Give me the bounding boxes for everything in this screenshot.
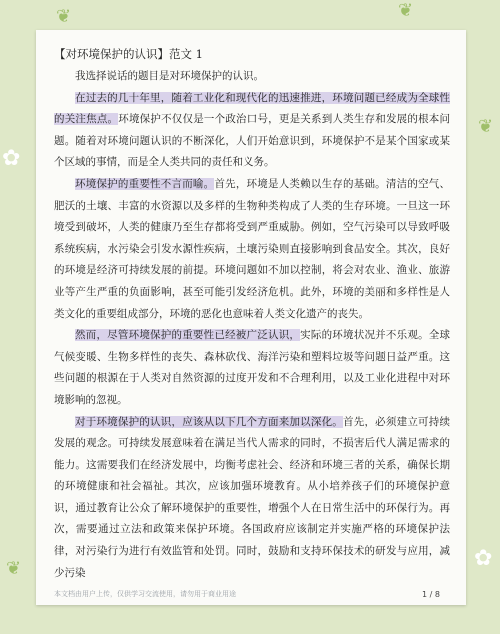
paragraph-text: 我选择说话的题目是对环境保护的认识。: [75, 70, 264, 82]
paragraph-text: 实际的环境状况并不乐观。全球气候变暖、生物多样性的丧失、森林砍伐、海洋污染和塑料垃圾等问题日益严重。这些问题的根源在于人类对自然资源的过度开发和不合理利用，以及工业化进程中对环境影响的忽视。: [54, 329, 451, 406]
paragraph-text: 环境保护不仅仅是一个政治口号，更是关系到人类生存和发展的根本问题。随着对环境问题认识的不断深化，人们开始意识到，环境保护不是某个国家或某个区域的事情，而是全人类共同的责任和义务。: [54, 113, 450, 169]
highlighted-text: 然而，尽管环境保护的重要性已经被广泛认识，: [75, 329, 301, 342]
page-number: 1 / 8: [422, 590, 440, 599]
document-title: 【对环境保护的认识】范文 1: [54, 47, 203, 61]
paragraph: [54, 325, 450, 411]
leaf-icon: ❦: [398, 0, 414, 21]
paragraph: [54, 412, 450, 585]
document-page: [36, 30, 466, 605]
highlighted-text: 环境保护的重要性不言而喻。: [75, 177, 215, 190]
leaf-icon: ❦: [56, 6, 72, 27]
paragraph: [54, 174, 450, 325]
highlighted-text: 在过去的几十年里，随着工业化和现代化的迅速推进，环境问题已经成为全球性的关注焦点。: [54, 91, 450, 126]
highlighted-text: 对于环境保护的认识，应该从以下几个方面来加以深化。: [75, 415, 344, 428]
paragraph: [54, 66, 450, 88]
flower-icon: ✿: [2, 146, 21, 171]
leaf-icon: ❦: [6, 558, 22, 579]
paragraph-text: 首先，环境是人类赖以生存的基础。清洁的空气、肥沃的土壤、丰富的水资源以及多样的生物种类构成了人类的生存环境。一旦这一环境受到破坏，人类的健康乃至生存都将受到严重威胁。例如，空气污染可以导致呼吸系统疾病，水污染会引发水源性疾病，土壤污染则直接影响到食品安全。其次，良好的环境是经济可持续发展的前提。环境问题如不加以控制，将会对农业、渔业、旅游业等产生严重的负面影响，甚至可能引发经济危机。此外，环境的美丽和多样性是人类文化的重要组成部分，环境的恶化也意味着人类文化遗产的丧失。: [54, 177, 451, 320]
paragraph-text: 首先，必须建立可持续发展的观念。可持续发展意味着在满足当代人需求的同时，不损害后代人满足需求的能力。这需要我们在经济发展中，均衡考虑社会、经济和环境三者的关系，确保长期的环境健康和社会福祉。其次，应该加强环境教育。从小培养孩子们的环境保护意识，通过教育让公众了解环境保护的重要性，增强个人在日常生活中的环保行为。再次，需要通过立法和政策来保护环境。各国政府应该制定并实施严格的环境保护法律，对污染行为进行有效监管和处罚。同时，鼓励和支持环保技术的研发与应用，减少污染: [54, 415, 451, 579]
flower-icon: ✿: [474, 546, 493, 571]
page-footer: [54, 589, 450, 599]
footer-text: 本文档由用户上传，仅供学习交流使用，请勿用于商业用途: [54, 590, 236, 598]
leaf-icon: ❦: [478, 116, 494, 137]
paragraph: [54, 88, 450, 174]
